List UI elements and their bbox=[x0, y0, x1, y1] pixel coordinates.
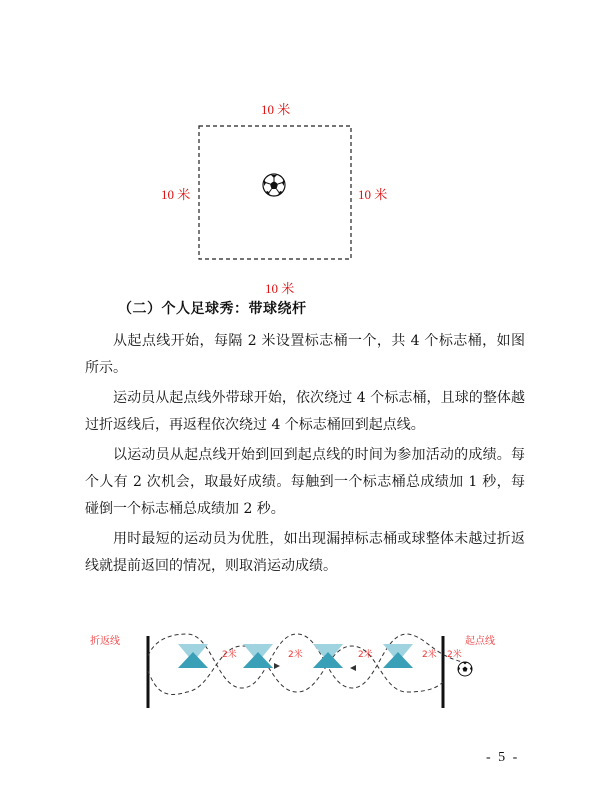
cone-2-icon bbox=[243, 644, 273, 668]
page-number: - 5 - bbox=[486, 750, 520, 765]
section-heading: （二）个人足球秀：带球绕杆 bbox=[118, 301, 307, 317]
start-line-label: 起点线 bbox=[465, 636, 495, 647]
paragraph-scoring: 以运动员从起点线开始到回到起点线的时间为参加活动的成绩。每个人有 2 次机会，取最好成绩。每触到一个标志桶总成绩加 1 秒，每碰倒一个标志桶总成绩加 2 秒。 bbox=[85, 447, 525, 517]
bottom-dimension-label: 10 米 bbox=[265, 281, 295, 296]
slalom-graphic bbox=[82, 616, 524, 716]
gap-label-3: 2米 bbox=[358, 650, 373, 660]
cone-4-icon bbox=[383, 644, 413, 668]
cone-3-icon bbox=[313, 644, 343, 668]
paragraph-winner: 用时最短的运动员为优胜，如出现漏掉标志桶或球整体未越过折返线就提前返回的情况，则取消运动成绩。 bbox=[85, 531, 525, 574]
field-diagram bbox=[143, 88, 419, 298]
gap-label-5: 2米 bbox=[447, 650, 462, 660]
top-dimension-label: 10 米 bbox=[261, 102, 291, 117]
gap-label-4: 2米 bbox=[422, 650, 437, 660]
soccer-ball-icon bbox=[263, 174, 285, 196]
paragraph-setup: 从起点线开始，每隔 2 米设置标志桶一个，共 4 个标志桶，如图所示。 bbox=[85, 333, 525, 376]
soccer-ball-icon bbox=[458, 662, 472, 676]
gap-label-2: 2米 bbox=[288, 650, 303, 660]
paragraph-route: 运动员从起点线外带球开始，依次绕过 4 个标志桶，且球的整体越过折返线后，再返程依次绕过 4 个标志桶回到起点线。 bbox=[85, 390, 525, 433]
left-dimension-label: 10 米 bbox=[161, 187, 191, 202]
right-dimension-label: 10 米 bbox=[358, 187, 388, 202]
cone-1-icon bbox=[178, 644, 208, 668]
slalom-diagram bbox=[82, 616, 524, 716]
gap-label-1: 2米 bbox=[222, 650, 237, 660]
turnback-line-label: 折返线 bbox=[90, 636, 120, 647]
